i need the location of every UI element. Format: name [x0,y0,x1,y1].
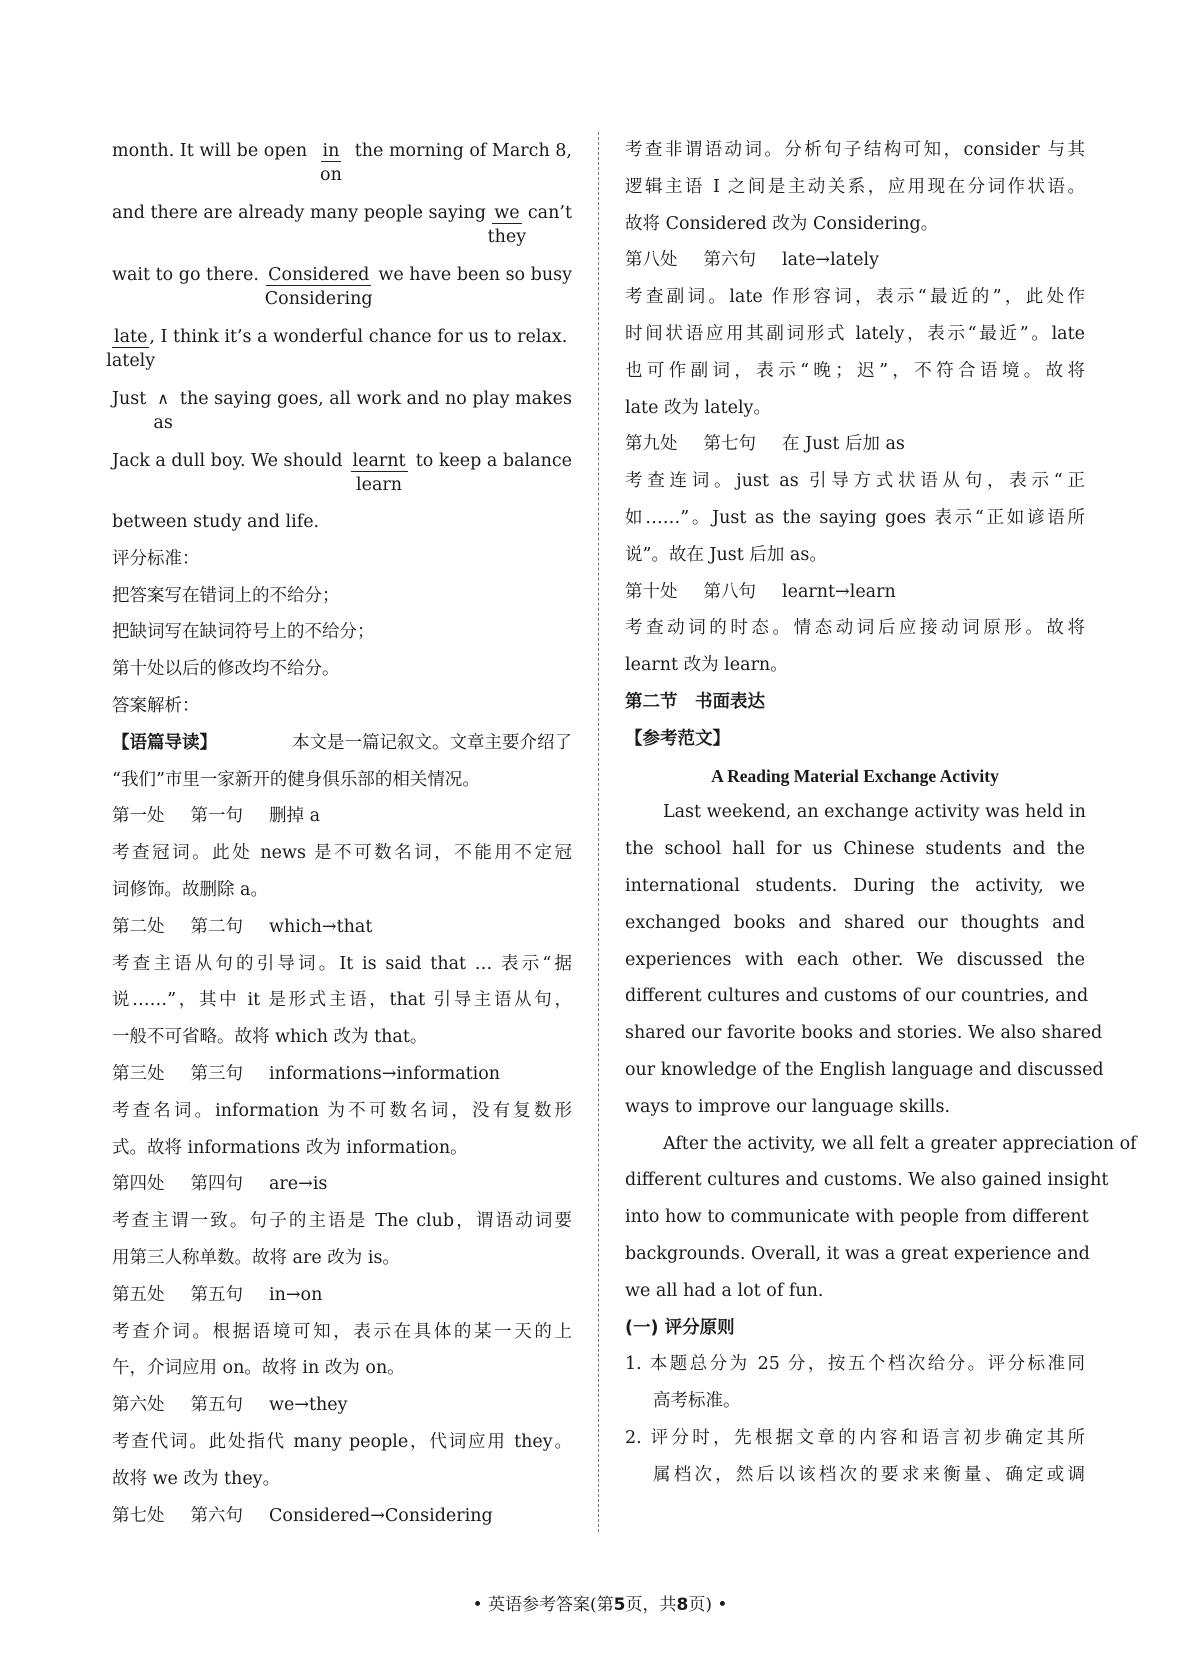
explanation-line: learnt 改为 learn。 [625,655,788,676]
error-item-heading [112,1498,572,1535]
page-footer [0,1590,1200,1615]
correction-line [112,132,572,194]
explanation-line: 时间状语应用其副词形式 lately，表示“最近”。late [625,323,1085,344]
rule-line: 高考标准。 [653,1391,741,1412]
explanation-line: 考查介词。根据语境可知，表示在具体的某一天的上 [112,1321,572,1342]
corrected-word: lately [106,351,156,371]
error-number: 第九处 [625,434,678,455]
correction-text [112,202,572,247]
paragraph-line: Last weekend, an exchange activity was held in [663,802,1086,823]
error-number: 第八处 [625,250,678,271]
error-number: 第三处 [112,1063,165,1084]
essay-paragraph-1 [625,794,1104,1125]
error-word: we [494,203,520,223]
error-number: 第四处 [112,1174,165,1195]
explanation-line: 说……”，其中 it 是形式主语，that 引导主语从句， [112,990,572,1011]
error-item-heading [625,574,1085,611]
explanation-line: 逻辑主语 I 之间是主动关系，应用现在分词作状语。 [625,176,1085,197]
correction: which→that [269,916,373,937]
error-word: in [322,141,340,161]
text-before: and there are already many people saying [112,203,486,223]
paragraph-line: backgrounds. Overall, it was a great experience and [625,1243,1090,1264]
error-correction [106,326,156,371]
corrected-word: as [153,413,173,433]
error-item-heading [625,242,1085,279]
explanation-line: 说”。故在 Just 后加 as。 [625,544,827,565]
grading-rule-1 [625,1346,1085,1420]
text-after: the saying goes, all work and no play makes [179,389,572,409]
intro-line [112,725,572,762]
rule-line: 属档次，然后以该档次的要求来衡量、确定或调 [653,1464,1085,1485]
criteria-item: 把缺词写在缺词符号上的不给分； [112,622,375,643]
error-item-heading [112,909,572,946]
explanation-line: 词修饰。故删除 a。 [112,879,268,900]
criteria-item: 第十处以后的修改均不给分。 [112,659,340,680]
explanation [625,279,1085,426]
explanation-line: 也可作副词，表示“晚；迟”，不符合语境。故将 [625,360,1085,381]
error-word: learnt [352,451,406,471]
correction-line [112,442,572,504]
correction: Considered→Considering [269,1505,493,1526]
sentence-number: 第七句 [703,434,756,455]
explanation [112,1093,572,1167]
explanation [625,610,1085,684]
analysis-continued [625,132,1085,242]
correction: 在 Just 后加 as [782,434,905,455]
column-divider [598,132,599,1532]
explanation-line: 考查连词。just as 引导方式状语从句，表示“正 [625,471,1085,492]
correction: are→is [269,1174,328,1195]
left-column [106,132,572,1534]
error-correction [487,202,527,247]
explanation-line: 故将 Considered 改为 Considering。 [625,213,939,234]
corrected-word: learn [356,475,403,495]
explanation-line: late 改为 lately。 [625,397,771,418]
correction: in→on [269,1284,323,1305]
explanation-line: 考查代词。此处指代 many people，代词应用 they。 [112,1431,572,1452]
text-after: to keep a balance [415,451,572,471]
error-item-heading [112,1387,572,1424]
sentence-number: 第六句 [703,250,756,271]
explanation-line: 考查冠词。此处 news 是不可数名词，不能用不定冠 [112,843,572,864]
analysis-title: 答案解析： [112,695,200,716]
error-word: ∧ [157,389,169,408]
paragraph-line: our knowledge of the English language and discussed [625,1059,1104,1080]
text-after: the morning of March 8, [354,141,572,161]
text-after: , I think it’s a wonderful chance for us to relax. [149,327,568,347]
explanation [112,1203,572,1277]
error-number: 第十处 [625,581,678,602]
text-before: month. It will be open [112,141,308,161]
error-item-heading [112,1277,572,1314]
grading-title: (一) 评分原则 [625,1317,735,1338]
paragraph-line: After the activity, we all felt a greater appreciation of [663,1133,1137,1154]
intro-label: 【语篇导读】 [112,732,217,753]
correction-text [112,388,572,433]
sentence-number: 第八句 [703,581,756,602]
paragraph-line: we all had a lot of fun. [625,1280,824,1301]
intro-line-2: “我们”市里一家新开的健身俱乐部的相关情况。 [112,769,480,790]
correction: late→lately [782,250,879,271]
paragraph-line: ways to improve our language skills. [625,1096,951,1117]
explanation-line: 考查主语从句的引导词。It is said that … 表示“据 [112,953,572,974]
sentence-number: 第一句 [190,806,243,827]
essay-title: A Reading Material Exchange Activity [711,765,999,786]
paragraph-line: different cultures and customs of our countries, and [625,986,1089,1007]
error-number: 第一处 [112,806,165,827]
error-number: 第七处 [112,1505,165,1526]
footer-mid: 页，共 [625,1595,677,1615]
explanation-line: 故将 we 改为 they。 [112,1468,281,1489]
sentence-number: 第六句 [190,1505,243,1526]
correction: 删掉 a [269,806,320,827]
error-correction [264,264,373,309]
section-heading: 第二节 书面表达 [625,691,765,712]
correction-text [112,140,572,185]
sentence-number: 第二句 [190,916,243,937]
analysis-items [625,242,1085,684]
explanation [112,1424,572,1498]
error-item-heading [625,426,1085,463]
error-correction [320,140,342,185]
rule-line: 1. 本题总分为 25 分，按五个档次给分。评分标准同 [625,1354,1085,1375]
correction: we→they [269,1395,348,1416]
corrected-word: Considering [264,289,373,309]
sentence-number: 第五句 [190,1395,243,1416]
text-after: we have been so busy [378,265,572,285]
correction-line [112,380,572,442]
passage-tail: between study and life. [112,512,320,532]
error-number: 第二处 [112,916,165,937]
explanation-line: 考查非谓语动词。分析句子结构可知，consider 与其 [625,140,1085,160]
explanation-line: 考查副词。late 作形容词，表示“最近的”，此处作 [625,287,1085,308]
correction-line [112,256,572,318]
error-correction [351,450,408,495]
error-item-heading [112,798,572,835]
footer-total: 8 [676,1595,689,1615]
paragraph-line: shared our favorite books and stories. We also shared [625,1023,1103,1044]
paragraph-line: exchanged books and shared our thoughts and [625,912,1085,933]
text-before: Jack a dull boy. We should [112,451,343,471]
intro-text: 本文是一篇记叙文。文章主要介绍了 [292,732,572,753]
error-item-heading [112,1166,572,1203]
paragraph-line: experiences with each other. We discussed the [625,949,1085,970]
error-item-heading [112,1056,572,1093]
sentence-number: 第三句 [190,1063,243,1084]
explanation [112,946,572,1056]
correction-text [106,326,572,371]
footer-page: 5 [613,1595,626,1615]
explanation-line: 考查主谓一致。句子的主语是 The club，谓语动词要 [112,1211,572,1232]
explanation [112,1314,572,1388]
explanation-line: 午，介词应用 on。故将 in 改为 on。 [112,1358,405,1379]
correction-text [112,264,572,309]
correction: learnt→learn [782,581,896,602]
corrected-word: they [487,227,527,247]
text-after: can’t [527,203,572,223]
footer-prefix: • 英语参考答案(第 [472,1595,614,1615]
error-correction [153,388,173,433]
explanation-line: 一般不可省略。故将 which 改为 that。 [112,1027,428,1048]
paragraph-line: different cultures and customs. We also gained insight [625,1170,1109,1191]
essay-paragraph-2 [625,1126,1137,1310]
explanation [625,463,1085,573]
paragraph-line: the school hall for us Chinese students and the [625,839,1085,860]
error-word: Considered [268,265,370,285]
rule-line: 2. 评分时，先根据文章的内容和语言初步确定其所 [625,1427,1085,1448]
explanation-line: 式。故将 informations 改为 information。 [112,1137,468,1158]
correction-line [112,194,572,256]
criteria-item: 把答案写在错词上的不给分； [112,585,340,606]
sentence-number: 第五句 [190,1284,243,1305]
criteria-title: 评分标准： [112,548,200,569]
correction-line [106,318,572,380]
explanation [112,835,572,909]
explanation-line: 考查动词的时态。情态动词后应接动词原形。故将 [625,618,1085,639]
explanation-line: 用第三人称单数。故将 are 改为 is。 [112,1247,400,1268]
correction-text [112,450,572,495]
corrected-word: on [320,165,342,185]
right-column [625,132,1137,1493]
sentence-number: 第四句 [190,1174,243,1195]
paragraph-line: into how to communicate with people from different [625,1207,1089,1228]
explanation-line: 如……”。Just as the saying goes 表示“正如谚语所 [625,507,1085,528]
explanation-line: 考查名词。information 为不可数名词，没有复数形 [112,1100,572,1121]
error-number: 第五处 [112,1284,165,1305]
footer-suffix: 页) • [688,1595,728,1615]
paragraph-line: international students. During the activity, we [625,875,1085,896]
grading-rule-2 [625,1420,1085,1494]
text-before: wait to go there. [112,265,259,285]
error-word: late [114,327,148,347]
analysis-items [112,798,572,1534]
correction-passage [106,132,572,504]
text-before: Just [112,389,147,409]
error-number: 第六处 [112,1395,165,1416]
correction: informations→information [269,1063,501,1084]
sample-label: 【参考范文】 [625,728,730,749]
